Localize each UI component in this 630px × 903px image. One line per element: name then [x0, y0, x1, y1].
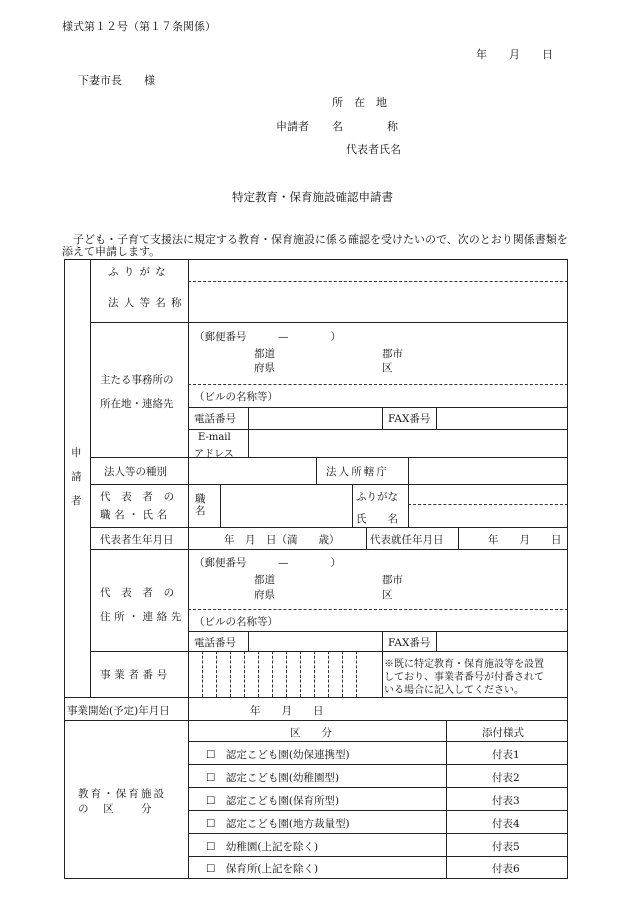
category-option[interactable]: ☐ 保育所(上記を除く): [206, 863, 319, 875]
office-building[interactable]: （ビルの名称等）: [194, 391, 278, 403]
rep-start-label: 代表就任年月日: [370, 534, 444, 546]
office-fuken: 府県: [254, 362, 275, 374]
attach-form: 付表3: [492, 795, 520, 807]
applicant-label: 申請者: [276, 120, 309, 133]
biz-note-2: しており、事業者番号が付番されて: [384, 672, 544, 683]
category-option[interactable]: ☐ 幼稚園(上記を除く): [206, 841, 319, 853]
rep-fax-label: FAX番号: [388, 637, 431, 649]
rep-ku: 区: [382, 589, 393, 601]
attach-form: 付表2: [492, 772, 520, 784]
biz-note-3: いる場合に記入してください。: [384, 685, 524, 696]
email-label-2: アドレス: [194, 449, 234, 460]
col-category-header: 区 分: [290, 727, 332, 739]
rep-label-1: 代 表 者 の: [100, 491, 178, 503]
office-postal[interactable]: （郵便番号 — ）: [194, 331, 341, 343]
rep-phone-label: 電話番号: [194, 637, 236, 649]
start-date-label: 事業開始(予定)年月日: [67, 705, 170, 717]
location-label: 所 在 地: [332, 96, 387, 109]
position-label-2: 名: [195, 505, 206, 517]
category-option[interactable]: ☐ 認定こども園(地方裁量型): [206, 818, 350, 830]
application-table: [64, 259, 568, 879]
rep-birth-label: 代表者生年月日: [100, 534, 174, 546]
office-ku: 区: [382, 362, 393, 374]
category-option[interactable]: ☐ 認定こども園(保育所型): [206, 795, 340, 807]
applicant-side-label: 申請者: [71, 447, 82, 507]
corp-type-label: 法人等の種別: [104, 466, 167, 478]
furigana-field[interactable]: [188, 259, 568, 281]
rep-start-value[interactable]: 年 月 日: [488, 534, 562, 546]
rep-name-label: 氏 名: [356, 513, 398, 525]
corp-name-field[interactable]: [188, 281, 568, 322]
rep-building[interactable]: （ビルの名称等）: [194, 616, 278, 628]
biz-note-1: ※既に特定教育・保育施設等を設置: [384, 659, 544, 670]
date-line[interactable]: 年 月 日: [476, 48, 553, 61]
intro-text: 子ども・子育て支援法に規定する教育・保育施設に係る確認を受けたいので、次のとおり関係書類を添えて申請します。: [62, 233, 568, 258]
col-attach-header: 添付様式: [482, 727, 524, 739]
name-label: 名 称: [332, 120, 398, 133]
office-gunshi: 郡市: [382, 348, 403, 360]
biz-number-label: 事業者番号: [100, 669, 171, 681]
office-label-2: 所在地・連絡先: [100, 398, 174, 410]
category-label-2: の 区 分: [78, 803, 154, 815]
rep-gunshi: 郡市: [382, 574, 403, 586]
rep-todo: 都道: [254, 574, 275, 586]
page-title: 特定教育・保育施設確認申請書: [232, 190, 393, 204]
rep-birth-value[interactable]: 年 月 日（満 歳）: [224, 534, 340, 546]
furigana-label: ふりがな: [108, 266, 171, 278]
rep-furigana-label: ふりがな: [356, 491, 398, 503]
addressee: 下妻市長 様: [78, 74, 155, 87]
rep-fuken: 府県: [254, 589, 275, 601]
position-label-1: 職: [195, 493, 206, 505]
category-label-1: 教育・保育施設: [78, 788, 167, 800]
email-label-1: E-mail: [198, 432, 231, 443]
addr-label-1: 代 表 者 の: [100, 587, 178, 599]
rep-label-2: 職名・氏名: [100, 509, 171, 521]
form-number: 様式第１２号（第１７条関係）: [62, 20, 216, 33]
office-label-1: 主たる事務所の: [100, 374, 174, 386]
attach-form: 付表1: [492, 749, 520, 761]
office-fax-label: FAX番号: [388, 413, 431, 425]
office-todo: 都道: [254, 348, 275, 360]
start-date-value[interactable]: 年 月 日: [250, 705, 324, 717]
category-option[interactable]: ☐ 認定こども園(幼稚園型): [206, 772, 340, 784]
category-option[interactable]: ☐ 認定こども園(幼保連携型): [206, 749, 350, 761]
addr-label-2: 住所・連絡先: [100, 611, 186, 623]
corp-authority-label: 法人所轄庁: [326, 466, 389, 478]
attach-form: 付表5: [492, 841, 520, 853]
corp-name-label: 法人等名称: [108, 297, 187, 309]
representative-label: 代表者氏名: [346, 143, 401, 156]
attach-form: 付表4: [492, 818, 520, 830]
office-phone-label: 電話番号: [194, 413, 236, 425]
rep-postal[interactable]: （郵便番号 — ）: [194, 557, 341, 569]
attach-form: 付表6: [492, 863, 520, 875]
